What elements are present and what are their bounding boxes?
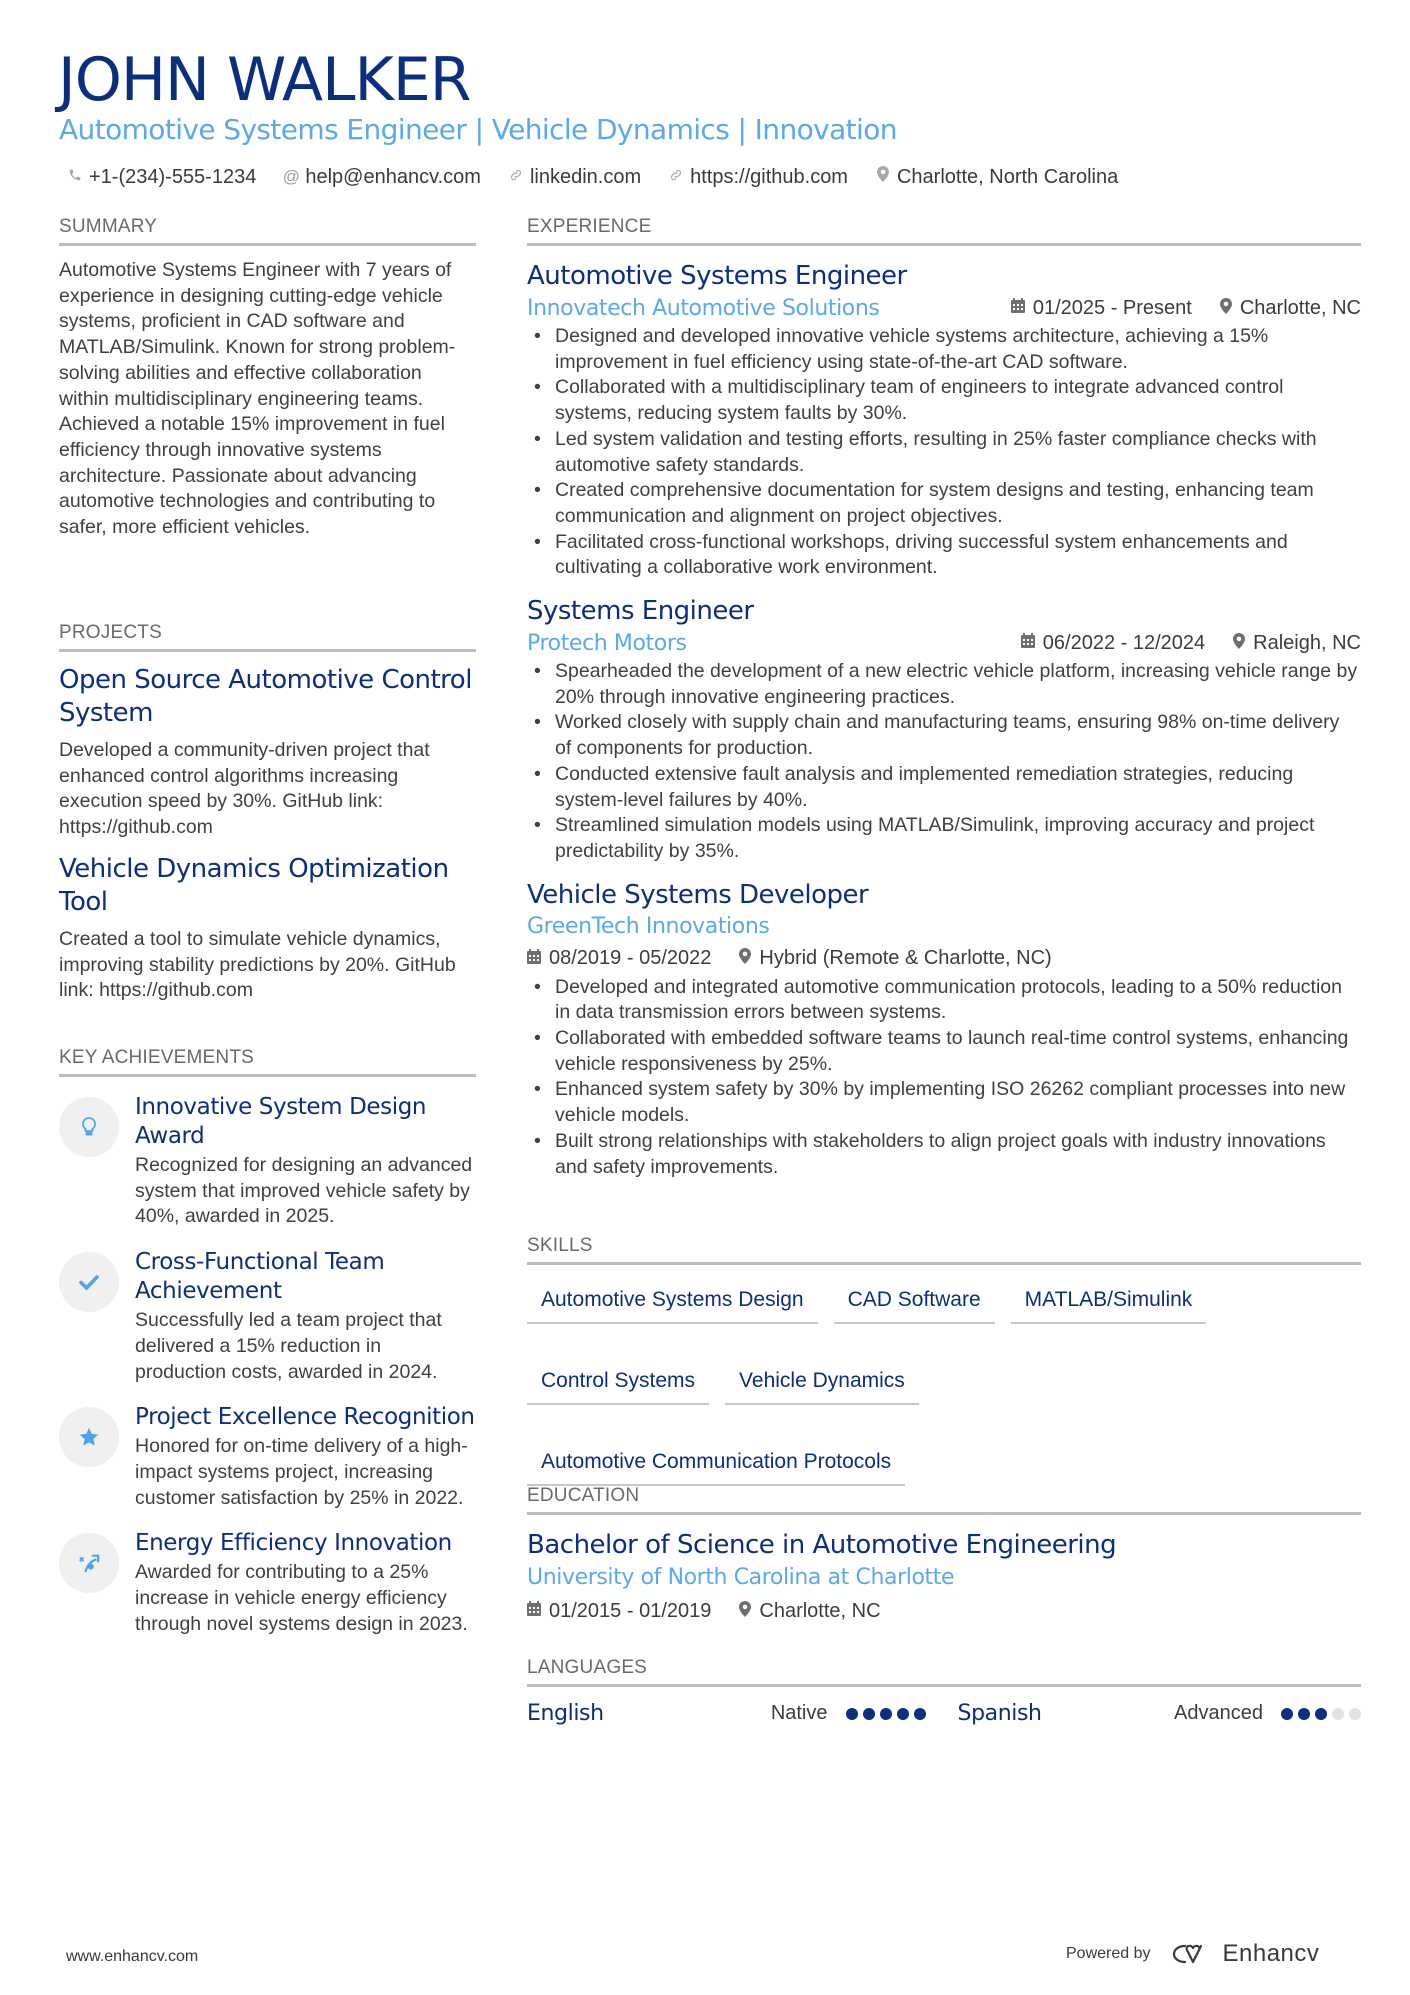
phone-icon	[66, 164, 84, 190]
skill-tag: Automotive Systems Design	[527, 1281, 818, 1324]
contact-bar	[66, 164, 1118, 190]
language-item	[958, 1701, 1361, 1726]
projects-section	[59, 621, 476, 1004]
job-title: Automotive Systems Engineer	[527, 261, 907, 291]
section-divider	[527, 1684, 1361, 1687]
achievement-description: Recognized for designing an advanced system that improved vehicle safety by 40%, awarded in 2025.	[135, 1154, 473, 1228]
section-heading: KEY ACHIEVEMENTS	[59, 1047, 255, 1068]
project-description: Developed a community-driven project that enhanced control algorithms increasing execution speed by 30%. GitHub link: https://github.com	[59, 739, 430, 839]
contact-location: Charlotte, North Carolina	[874, 164, 1118, 190]
languages-list	[527, 1701, 1361, 1726]
bullet-item: • Spearheaded the development of a new electric vehicle platform, increasing vehicle range by 20% through innovative engineering practices.	[527, 659, 1361, 710]
achievement-item	[59, 1093, 476, 1230]
achievement-description: Awarded for contributing to a 25% increase in vehicle energy efficiency through novel systems design in 2023.	[135, 1561, 468, 1635]
brand-name: Enhancv	[1222, 1940, 1320, 1967]
experience-section	[527, 215, 1361, 1180]
job-title: Systems Engineer	[527, 596, 754, 627]
achievement-description: Honored for on-time delivery of a high-impact systems project, increasing customer satisfaction by 25% in 2022.	[135, 1435, 468, 1509]
achievement-title: Project Excellence Recognition	[135, 1404, 475, 1431]
section-heading: LANGUAGES	[527, 1657, 648, 1678]
project-item	[59, 664, 476, 841]
job-title: Vehicle Systems Developer	[527, 879, 869, 910]
location-pin-icon	[739, 1601, 751, 1622]
candidate-tagline: Automotive Systems Engineer | Vehicle Dynamics | Innovation	[59, 113, 897, 146]
bullet-item: • Created comprehensive documentation for system designs and testing, enhancing team communication and alignment on project objectives.	[527, 478, 1361, 529]
section-heading: EXPERIENCE	[527, 216, 652, 237]
contact-email[interactable]: @ help@enhancv.com	[282, 166, 481, 188]
section-divider	[59, 649, 476, 652]
section-divider	[527, 1262, 1361, 1265]
contact-github[interactable]: https://github.com	[667, 164, 848, 190]
education-section	[527, 1484, 1361, 1627]
company-name: Protech Motors	[527, 630, 687, 656]
section-heading: PROJECTS	[59, 622, 162, 643]
languages-section	[527, 1656, 1361, 1726]
star-icon	[59, 1407, 119, 1467]
bullet-item: • Built strong relationships with stakeholders to align project goals with industry innovations and safety improvements.	[527, 1129, 1361, 1180]
calendar-icon	[1021, 633, 1035, 653]
education-location: Charlotte, NC	[759, 1599, 881, 1622]
footer-website-link[interactable]: www.enhancv.com	[66, 1948, 199, 1965]
bullet-item: • Collaborated with embedded software teams to launch real-time control systems, enhancing vehicle responsiveness by 25%.	[527, 1026, 1361, 1077]
achievements-section	[59, 1046, 476, 1637]
job-location: Charlotte, NC	[1239, 296, 1361, 319]
job-bullets	[527, 324, 1361, 581]
location-pin-icon	[874, 164, 892, 190]
section-heading: EDUCATION	[527, 1485, 640, 1506]
section-heading: SUMMARY	[59, 216, 158, 237]
experience-item	[527, 879, 1361, 1181]
link-icon	[667, 164, 685, 190]
proficiency-dots	[1281, 1708, 1361, 1720]
education-item	[527, 1529, 1361, 1627]
enhancv-logo[interactable]	[1171, 1940, 1320, 1968]
language-level: Advanced	[1174, 1702, 1263, 1724]
section-heading: SKILLS	[527, 1235, 593, 1256]
proficiency-dots	[846, 1708, 926, 1720]
calendar-icon	[1011, 298, 1025, 318]
job-dates: 01/2025 - Present	[1032, 296, 1192, 319]
summary-text: Automotive Systems Engineer with 7 years of experience in designing cutting-edge vehicle systems, proficient in CAD software and MATLAB/Simulink. Known for strong problem-solving abilities and effective collaboration within multidisciplinary engineering teams. Achieved a notable 15% improvement in fuel efficiency through innovative systems architecture. Passionate about advancing automotive technologies and contributing to safer, more efficient vehicles.	[59, 259, 456, 539]
candidate-name: JOHN WALKER	[58, 45, 471, 115]
job-location: Hybrid (Remote & Charlotte, NC)	[759, 947, 1052, 970]
section-divider	[527, 243, 1361, 246]
skills-section	[527, 1234, 1361, 1486]
experience-item	[527, 260, 1361, 581]
bullet-item: • Facilitated cross-functional workshops, driving successful system enhancements and cultivating a collaborative work environment.	[527, 530, 1361, 581]
summary-section	[59, 215, 476, 541]
bullet-item: • Designed and developed innovative vehicle systems architecture, achieving a 15% improvement in fuel efficiency using state-of-the-art CAD software.	[527, 324, 1361, 375]
achievement-title: Cross-Functional Team Achievement	[135, 1249, 385, 1305]
achievement-item	[59, 1529, 476, 1637]
lightbulb-icon	[59, 1097, 119, 1157]
company-name: Innovatech Automotive Solutions	[527, 295, 880, 321]
skill-tag: CAD Software	[834, 1281, 995, 1324]
language-item	[527, 1701, 926, 1726]
language-name: English	[527, 1701, 604, 1726]
section-divider	[527, 1512, 1361, 1515]
bullet-item: • Developed and integrated automotive communication protocols, leading to a 50% reduction in data transmission errors between systems.	[527, 975, 1361, 1026]
calendar-icon	[527, 949, 541, 969]
bullet-item: • Conducted extensive fault analysis and implemented remediation strategies, reducing system-level failures by 40%.	[527, 762, 1361, 813]
location-pin-icon	[739, 948, 751, 969]
contact-linkedin[interactable]: linkedin.com	[507, 164, 641, 190]
company-name: GreenTech Innovations	[527, 914, 770, 940]
bullet-item: • Collaborated with a multidisciplinary team of engineers to integrate advanced control systems, reducing system faults by 30%.	[527, 375, 1361, 426]
achievement-title: Innovative System Design Award	[135, 1094, 427, 1149]
language-name: Spanish	[957, 1701, 1042, 1726]
bullet-item: • Enhanced system safety by 30% by implementing ISO 26262 compliant processes into new vehicle models.	[527, 1077, 1361, 1128]
footer-branding	[1066, 1940, 1319, 1968]
achievement-title: Energy Efficiency Innovation	[135, 1530, 452, 1557]
achievement-item	[59, 1248, 476, 1385]
skill-tag: Control Systems	[527, 1362, 709, 1405]
skill-tag: Automotive Communication Protocols	[527, 1443, 905, 1486]
section-divider	[59, 243, 476, 246]
project-description: Created a tool to simulate vehicle dynamics, improving stability predictions by 20%. GitHub link: https://github.com	[59, 927, 456, 1002]
skill-tag: MATLAB/Simulink	[1011, 1281, 1207, 1324]
job-location: Raleigh, NC	[1253, 631, 1361, 654]
skill-tag: Vehicle Dynamics	[725, 1362, 919, 1405]
education-dates: 01/2015 - 01/2019	[549, 1599, 712, 1622]
checkmark-icon	[59, 1252, 119, 1312]
enhancv-logo-icon	[1171, 1942, 1215, 1966]
section-divider	[59, 1074, 476, 1077]
calendar-icon	[527, 1601, 541, 1621]
location-pin-icon	[1220, 298, 1232, 319]
link-icon	[507, 164, 525, 190]
job-bullets	[527, 659, 1361, 865]
project-item	[59, 853, 476, 1004]
achievement-item	[59, 1403, 476, 1511]
school-name: University of North Carolina at Charlotte	[527, 1565, 955, 1590]
job-dates: 06/2022 - 12/2024	[1042, 631, 1206, 654]
job-dates: 08/2019 - 05/2022	[549, 947, 712, 970]
degree-title: Bachelor of Science in Automotive Engineering	[527, 1530, 1117, 1560]
at-icon: @	[282, 167, 300, 186]
bullet-item: • Streamlined simulation models using MATLAB/Simulink, improving accuracy and project predictability by 35%.	[527, 813, 1361, 864]
contact-phone[interactable]: +1-(234)-555-1234	[66, 164, 256, 190]
route-icon	[59, 1533, 119, 1593]
project-title: Open Source Automotive Control System	[59, 665, 472, 728]
achievement-description: Successfully led a team project that delivered a 15% reduction in production costs, awarded in 2024.	[135, 1309, 442, 1383]
job-bullets	[527, 975, 1361, 1181]
skills-list	[527, 1281, 1361, 1486]
powered-by-label: Powered by	[1066, 1945, 1151, 1962]
bullet-item: • Led system validation and testing efforts, resulting in 25% faster compliance checks with automotive safety standards.	[527, 427, 1361, 478]
experience-item	[527, 595, 1361, 865]
project-title: Vehicle Dynamics Optimization Tool	[59, 853, 449, 917]
language-level: Native	[770, 1702, 828, 1724]
bullet-item: • Worked closely with supply chain and manufacturing teams, ensuring 98% on-time delivery of components for production.	[527, 710, 1361, 761]
location-pin-icon	[1233, 633, 1245, 654]
